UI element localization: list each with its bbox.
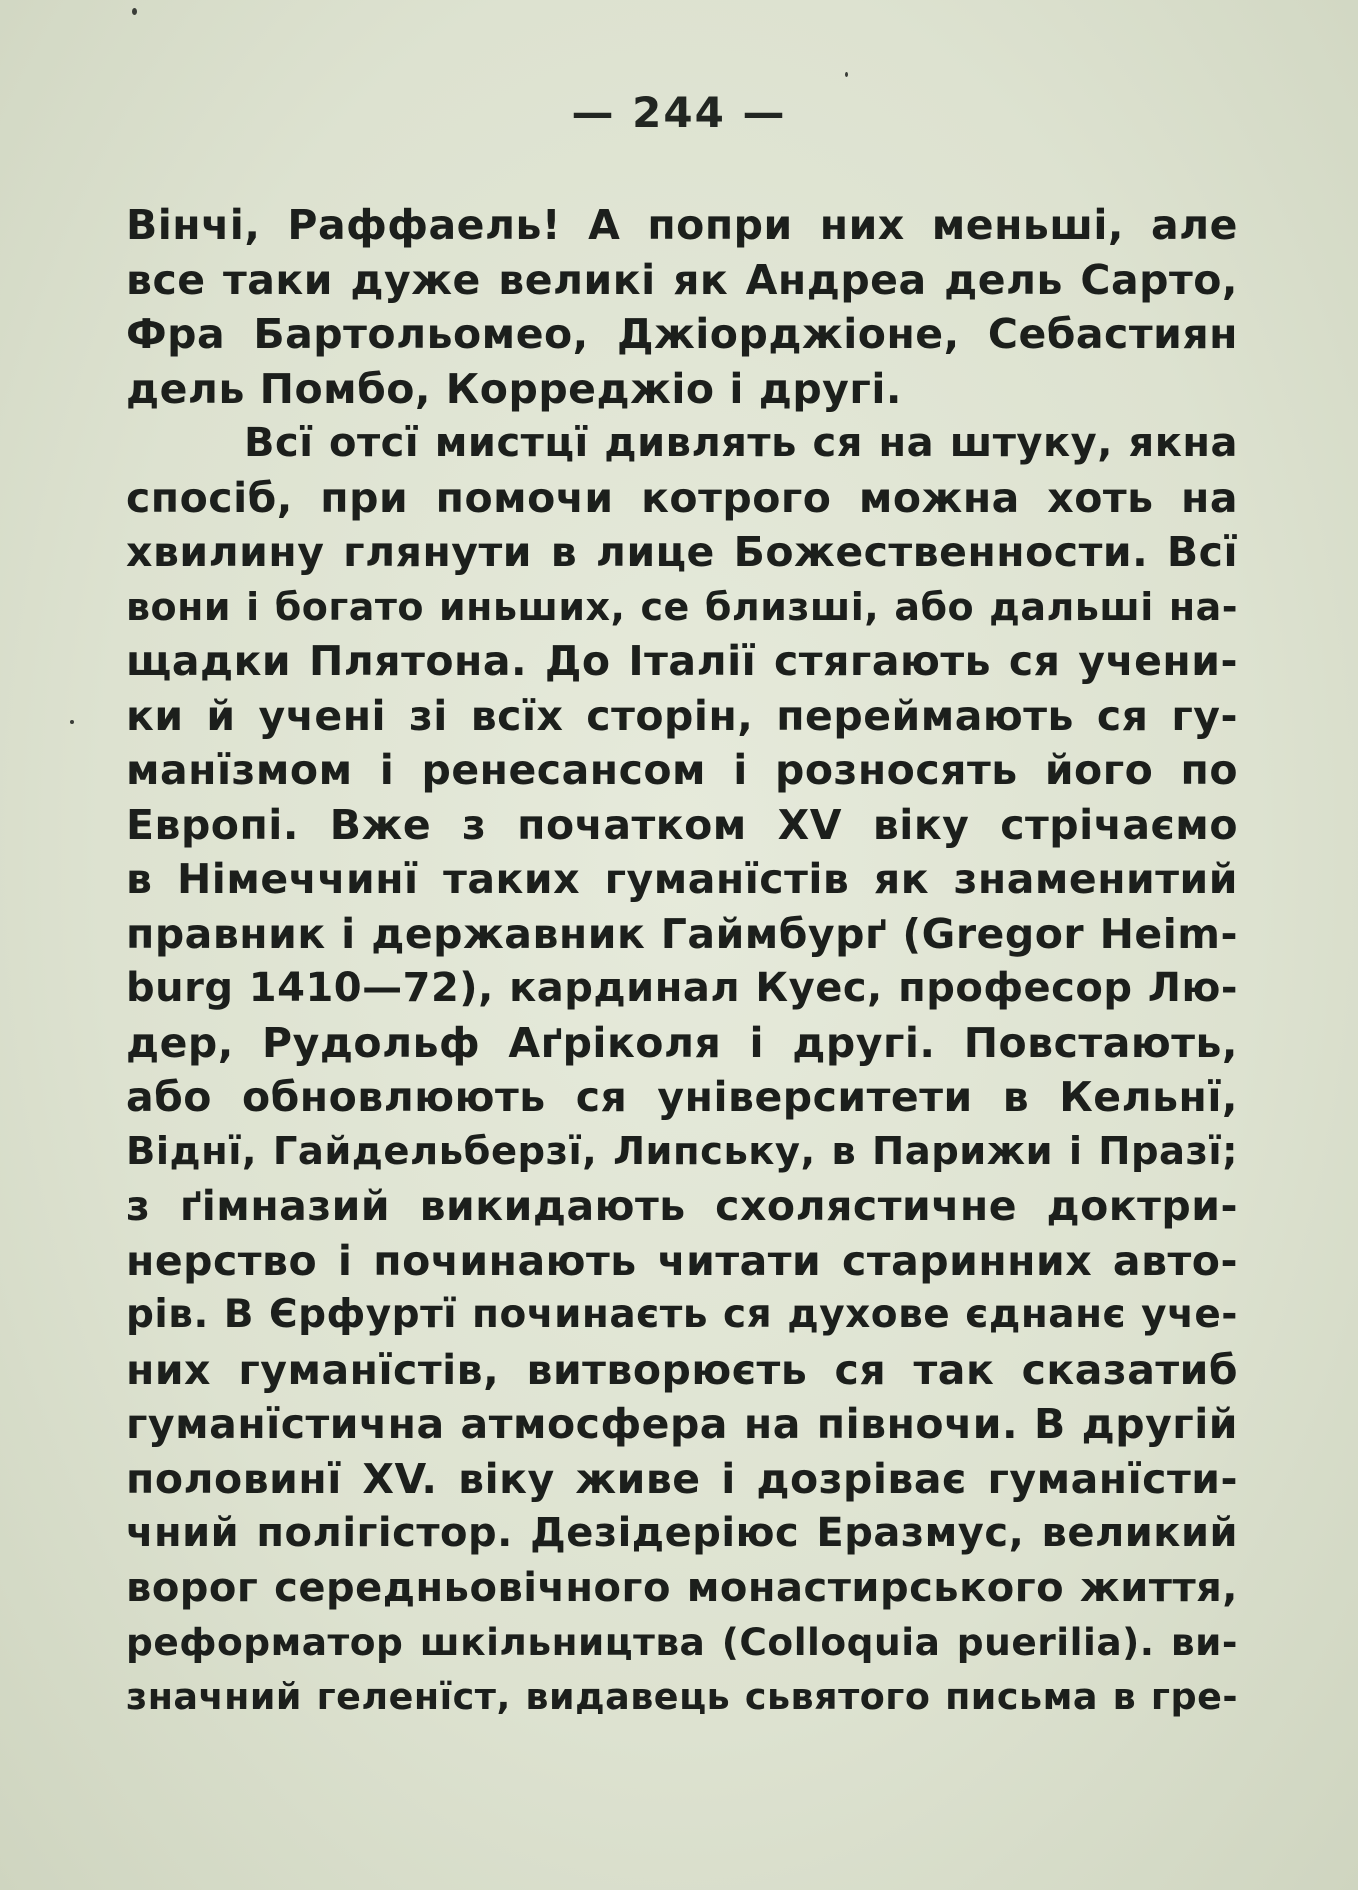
- text-line: манїзмом і ренесансом і розносять його по: [126, 746, 1238, 794]
- text-line: нерство і починають читати старинних авто-: [126, 1236, 1238, 1285]
- text-line: гуманїстична атмосфера на півночи. В другій: [126, 1400, 1238, 1448]
- text-line: половинї XV. віку живе і дозріває гуманїсти-: [126, 1454, 1238, 1503]
- text-line: з ґімназий викидають схолястичне доктри-: [126, 1182, 1238, 1230]
- paper-speck: [70, 720, 74, 724]
- text-line: ки й учені зі всїх сторін, переймають ся гу-: [126, 691, 1238, 740]
- text-line: реформатор шкільництва (Colloquia puerilia). ви-: [126, 1620, 1238, 1664]
- text-line: них гуманїстів, витворюєть ся так сказатиб: [126, 1345, 1238, 1394]
- text-line: чний полігістор. Дезідеріюс Еразмус, великий: [126, 1510, 1238, 1556]
- text-line: Всї отсї мистцї дивлять ся на штуку, якна: [244, 420, 1238, 466]
- text-line: дель Помбо, Корреджіо і другі.: [126, 364, 902, 413]
- text-line: дер, Рудольф Аґріколя і другі. Повстають,: [126, 1018, 1238, 1067]
- text-line: Вінчі, Раффаель! А попри них меньші, але: [126, 201, 1238, 249]
- text-line: хвилину глянути в лице Божественности. Всї: [126, 528, 1238, 576]
- text-line: правник і державник Гаймбурґ (Gregor Heim-: [126, 909, 1238, 958]
- text-line: значний геленїст, видавець сьвятого письма в гре-: [126, 1674, 1238, 1718]
- text-line: щадки Плятона. До Італії стягають ся учени-: [126, 637, 1238, 685]
- text-line: в Німеччинї таких гуманїстів як знаменитий: [126, 855, 1238, 903]
- page-number: — 244 —: [571, 88, 787, 137]
- text-line: burg 1410—72), кардинал Куес, професор Лю-: [126, 965, 1238, 1011]
- text-line: вони і богато иньших, се близші, або дальші на-: [126, 584, 1238, 629]
- text-line: все таки дуже великі як Андреа дель Сарто,: [126, 255, 1238, 304]
- text-line: Віднї, Гайдельберзї, Липську, в Парижи і Празї;: [126, 1128, 1238, 1174]
- paper-speck: [132, 8, 137, 15]
- text-line: або обновлюють ся університети в Кельнї,: [126, 1073, 1238, 1121]
- body-text: [126, 198, 1238, 1724]
- text-line: рів. В Єрфуртї починаєть ся духове єднанє уче-: [126, 1292, 1238, 1337]
- text-line: спосіб, при помочи котрого можна хоть на: [126, 473, 1238, 522]
- paper-speck: [845, 72, 848, 77]
- text-line: ворог середньовічного монастирського життя,: [126, 1564, 1238, 1611]
- text-line: Фра Бартольомео, Джіорджіоне, Себастиян: [126, 310, 1238, 358]
- text-line: Европі. Вже з початком XV віку стрічаємо: [126, 800, 1238, 849]
